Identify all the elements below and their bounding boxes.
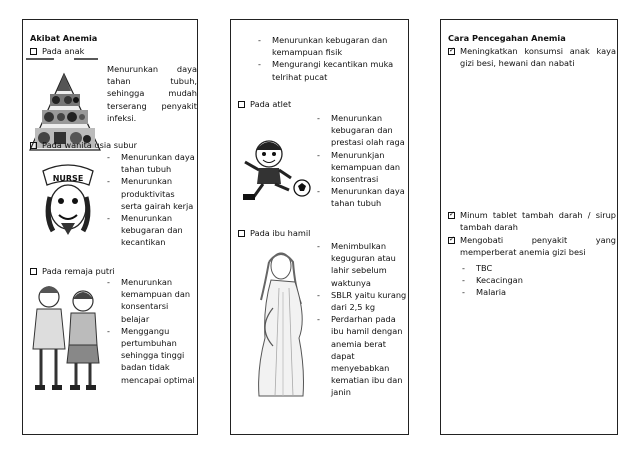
list-item: - Menimbulkan keguguran atau lahir sebelum waktunya [317, 241, 396, 288]
section-title-akibat: Akibat Anemia [30, 33, 98, 43]
list-item: - SBLR yaitu kurang dari 2,5 kg [317, 289, 407, 313]
list-item: - Menurunkjan kemampuan dan konsentrasi [317, 149, 401, 185]
disease-list [462, 262, 602, 299]
top-effects-list [258, 34, 398, 83]
checkbox-icon [30, 142, 37, 149]
panel-akibat-lanjutan [230, 19, 409, 435]
checkbox-icon [238, 230, 245, 237]
athlete-illustration [239, 138, 313, 202]
list-item: - Menurunkan kebugaran dan kemampuan fisik [258, 35, 388, 58]
checkbox-icon [238, 101, 245, 108]
checked-checkbox-icon [448, 48, 455, 55]
list-item: - Kecacingan [462, 275, 523, 286]
hamil-effects-list [317, 240, 409, 399]
atlet-effects-list [317, 112, 409, 210]
checkbox-icon [30, 48, 37, 55]
group-label-anak: Pada anak [30, 45, 84, 57]
section-title-pencegahan: Cara Pencegahan Anemia [448, 33, 566, 43]
remaja-effects-list [107, 276, 197, 386]
list-item: - Menurunkan daya tahan tubuh [107, 152, 195, 175]
pregnant-woman-illustration [249, 248, 313, 398]
list-item: - Menurunkan daya tahan tubuh [317, 186, 405, 209]
list-item: - TBC [462, 263, 493, 273]
list-item: - Malaria [462, 287, 507, 298]
panel-pencegahan [440, 19, 618, 435]
wanita-effects-list [107, 151, 197, 249]
list-item: - Menurunkan kebugaran dan kecantikan [107, 213, 183, 248]
group-label-hamil: Pada ibu hamil [238, 227, 310, 239]
group-label-remaja: Pada remaja putri [30, 265, 115, 277]
list-item: - Menurunkan produktivitas serta gairah kerja [107, 176, 194, 211]
checked-checkbox-icon [448, 237, 455, 244]
children-illustration [29, 279, 107, 399]
checked-checkbox-icon [448, 212, 455, 219]
list-item: - Menggangu pertumbuhan sehingga tinggi badan tidak mencapai optimal [107, 325, 195, 385]
list-item: - Mengurangi kecantikan muka telrihat pucat [258, 59, 394, 82]
checkbox-icon [30, 268, 37, 275]
prevention-item-3: ✓ Mengobati penyakit yang memperberat anemia gizi besi [448, 234, 616, 258]
list-item: - Menurunkan kemampuan dan konsentarsi belajar [107, 277, 191, 324]
prevention-item-2: ✓ Minum tablet tambah darah / sirup tambah darah [448, 209, 616, 233]
nurse-illustration [39, 161, 97, 239]
anak-effect-text: Menurunkan daya tahan tubuh, sehingga mudah terserang penyakit infeksi. [107, 64, 197, 123]
group-label-wanita: Pada wanita usia subur [30, 139, 137, 151]
panel-akibat-anemia [22, 19, 198, 435]
prevention-item-1: ✓ Meningkatkan konsumsi anak kaya gizi besi, hewani dan nabati [448, 45, 616, 69]
list-item: - Menurunkan kebugaran dan prestasi olah raga [317, 113, 405, 148]
group-label-atlet: Pada atlet [238, 98, 291, 110]
nurse-badge-text: NURSE [52, 174, 84, 183]
list-item: - Perdarhan pada ibu hamil dengan anemia berat dapat menyebabkan kematian ibu dan janin [317, 314, 403, 398]
